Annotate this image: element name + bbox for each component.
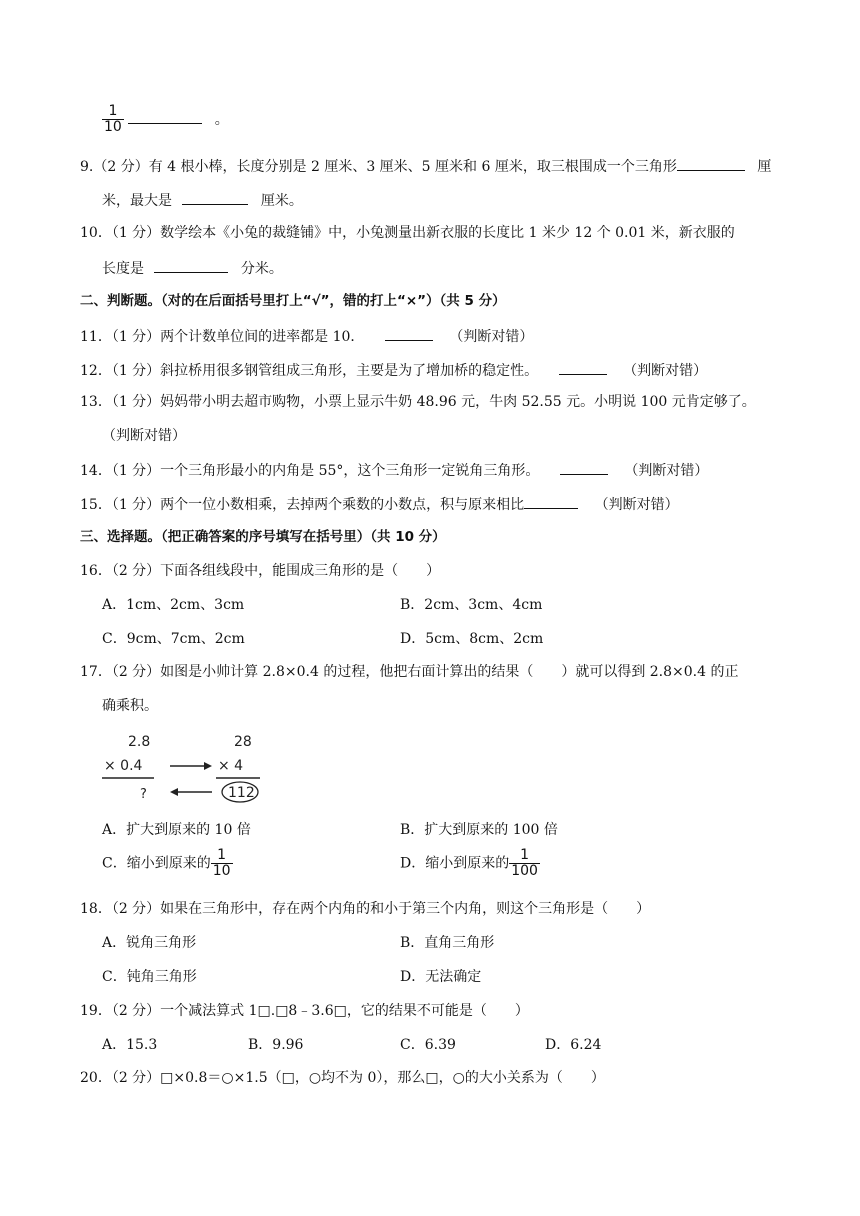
arrow-right-head — [204, 762, 212, 770]
question-11: 11．（1 分）两个计数单位间的进率都是 10． （判断对错） — [80, 326, 533, 346]
option-b[interactable]: B．直角三角形 — [400, 935, 495, 951]
option-d[interactable]: D．无法确定 — [400, 969, 482, 985]
question-12: 12．（1 分）斜拉桥用很多钢管组成三角形，主要是为了增加桥的稳定性。 （判断对错） — [80, 360, 707, 380]
fraction: $\frac{1}{10}$ — [212, 847, 231, 879]
question-17-line-1: 17．（2 分）如图是小帅计算 2.8×0.4 的过程，他把右面计算出的结果（ ）就可以得到 2.8×0.4 的正 — [80, 664, 739, 680]
question-17-line-2: 确乘积。 — [102, 698, 158, 714]
question-9-line-1: 9.（2 分）有 4 根小棒，长度分别是 2 厘米、3 厘米、5 厘米和 6 厘米，取三根围成一个三角形 厘 — [80, 156, 771, 176]
option-a[interactable]: A．扩大到原来的 10 倍 — [102, 822, 251, 838]
answer-blank[interactable] — [128, 109, 202, 124]
answer-blank[interactable] — [559, 360, 607, 375]
figure-left-mid: × 0.4 — [104, 758, 143, 774]
figure-left-bottom: ? — [140, 787, 147, 802]
option-d[interactable]: D．5cm、8cm、2cm — [400, 631, 544, 647]
answer-blank[interactable] — [385, 326, 433, 341]
option-b[interactable]: B．2cm、3cm、4cm — [400, 597, 543, 613]
figure-left-top: 2.8 — [128, 734, 151, 750]
question-9-line-2: 米，最大是 厘米。 — [102, 190, 303, 210]
answer-blank[interactable] — [524, 494, 578, 509]
fraction: $\frac{1}{10}$ — [104, 103, 122, 135]
arrow-left-head — [170, 788, 178, 796]
figure-right-mid: × 4 — [218, 758, 244, 774]
question-13-line-2: （判断对错） — [102, 428, 186, 444]
option-c[interactable]: C．缩小到原来的 $\frac{1}{10}$ — [102, 847, 231, 879]
question-14: 14．（1 分）一个三角形最小的内角是 55°，这个三角形一定锐角三角形。 （判断对错） — [80, 460, 708, 480]
question-20-stem: 20．（2 分）□×0.8＝○×1.5（□，○均不为 0），那么□，○的大小关系为（ ） — [80, 1070, 605, 1086]
question-16-stem: 16．（2 分）下面各组线段中，能围成三角形的是（ ） — [80, 563, 441, 579]
option-c[interactable]: C．9cm、7cm、2cm — [102, 631, 245, 647]
fraction: $\frac{1}{100}$ — [511, 847, 538, 879]
question-15: 15．（1 分）两个一位小数相乘，去掉两个乘数的小数点，积与原来相比 （判断对错） — [80, 494, 679, 514]
question-10-line-2: 长度是 分米。 — [102, 258, 283, 278]
option-a[interactable]: A．15.3 — [102, 1037, 158, 1053]
question-18-stem: 18．（2 分）如果在三角形中，存在两个内角的和小于第三个内角，则这个三角形是（ ） — [80, 901, 651, 917]
question-10-line-1: 10．（1 分）数学绘本《小兔的裁缝铺》中，小兔测量出新衣服的长度比 1 米少 12 个 0.01 米，新衣服的 — [80, 225, 735, 241]
option-c[interactable]: C．钝角三角形 — [102, 969, 197, 985]
section-2-title: 二、判断题。（对的在后面括号里打上“√”，错的打上“×”）（共 5 分） — [80, 293, 506, 309]
figure-right-top: 28 — [234, 734, 252, 750]
option-b[interactable]: B．扩大到原来的 100 倍 — [400, 822, 558, 838]
option-a[interactable]: A．1cm、2cm、3cm — [102, 597, 245, 613]
answer-blank[interactable] — [677, 156, 745, 171]
option-d[interactable]: D．缩小到原来的 $\frac{1}{100}$ — [400, 847, 538, 879]
q8-tail: $\frac{1}{10}$ 。 — [104, 103, 229, 135]
option-d[interactable]: D．6.24 — [545, 1037, 602, 1053]
figure-right-bottom: 112 — [228, 785, 255, 801]
option-a[interactable]: A．锐角三角形 — [102, 935, 197, 951]
section-3-title: 三、选择题。（把正确答案的序号填写在括号里）（共 10 分） — [80, 529, 446, 545]
answer-blank[interactable] — [154, 258, 228, 273]
answer-blank[interactable] — [182, 190, 248, 205]
answer-blank[interactable] — [560, 460, 608, 475]
question-19-stem: 19．（2 分）一个减法算式 1□.□8﹣3.6□，它的结果不可能是（ ） — [80, 1003, 529, 1019]
option-b[interactable]: B．9.96 — [248, 1037, 304, 1053]
question-13-line-1: 13．（1 分）妈妈带小明去超市购物，小票上显示牛奶 48.96 元，牛肉 52.55 元。小明说 100 元肯定够了。 — [80, 394, 756, 410]
option-c[interactable]: C．6.39 — [400, 1037, 456, 1053]
multiplication-figure — [100, 728, 270, 804]
